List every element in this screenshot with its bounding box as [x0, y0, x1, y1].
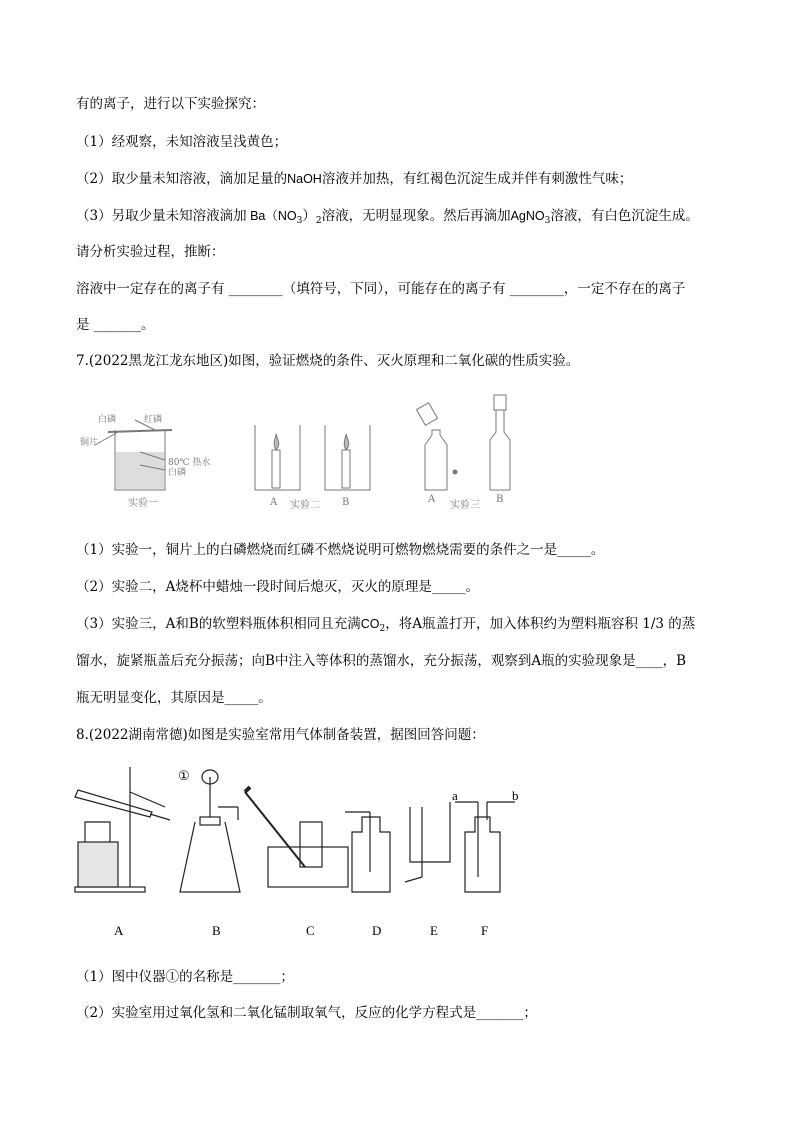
text-line-5: 请分析实验过程，推断： [76, 244, 225, 260]
dot [453, 470, 457, 474]
flame-a [274, 434, 279, 450]
text-line-3 [76, 170, 632, 188]
figure-apparatus [70, 762, 540, 912]
question-7-heading: 7.(2022黑龙江龙东地区)如图，验证燃烧的条件、灭火原理和二氧化碳的性质实验。 [76, 353, 580, 369]
text-line-10: （2）实验二，A烧杯中蜡烛一段时间后熄灭，灭火的原理是_____。 [76, 579, 480, 595]
formula-co2: CO [360, 617, 380, 631]
text-seg: ） [302, 208, 316, 224]
candle-b [342, 450, 350, 488]
conical-flask [180, 822, 240, 892]
syringe [494, 395, 506, 410]
label-copper: 铜片 [80, 438, 99, 448]
label-apparatus-e: E [430, 923, 438, 938]
caption-exp3: 实验三 [450, 500, 480, 511]
label-white-p2: 白磷 [168, 468, 187, 478]
label-hot-water: 80℃ 热水 [168, 458, 211, 468]
label-port-b: b [512, 788, 519, 803]
label-apparatus-b: B [212, 923, 221, 938]
subscript: 2 [379, 624, 386, 634]
text-line-9: （1）实验一，铜片上的白磷燃烧而红磷不燃烧说明可燃物燃烧需要的条件之一是_____。 [76, 542, 605, 558]
formula-naoh: NaOH [287, 172, 322, 186]
formula-agno3: AgNO [510, 209, 545, 223]
text-line-15: （1）图中仪器①的名称是_______； [76, 969, 294, 985]
delivery-tube [245, 792, 305, 867]
beaker-2b [325, 425, 370, 490]
wooden-block [78, 842, 118, 887]
formula-ba: Ba（NO [246, 209, 297, 223]
label-exp2-a: A [270, 497, 278, 508]
text-line-11 [76, 615, 695, 638]
flame-b [344, 434, 349, 450]
text-line-16: （2）实验室用过氧化氢和二氧化锰制取氧气，反应的化学方程式是_______； [76, 1005, 537, 1021]
text-line-7: 是 _______。 [76, 317, 155, 333]
stand-base [75, 887, 145, 892]
text-seg: 溶液，无明显现象。然后再滴加 [321, 208, 511, 224]
text-seg: 溶液并加热，有红褐色沉淀生成并伴有刺激性气味； [321, 171, 633, 187]
caption-exp2: 实验二 [290, 500, 320, 511]
caption-exp1: 实验一 [128, 498, 158, 509]
subscript: 2 [315, 216, 322, 226]
gas-jar-c [300, 822, 322, 867]
bottle-b [490, 410, 510, 490]
text-seg: ，将A瓶盖打开，加入体积约为塑料瓶容积 1/3 的蒸 [385, 616, 696, 632]
candle-a [272, 450, 280, 488]
label-exp3-a: A [428, 494, 436, 505]
subscript: 3 [296, 216, 303, 226]
label-red-p: 红磷 [144, 415, 163, 425]
question-8-heading: 8.(2022湖南常德)如图是实验室常用气体制备装置，据图回答问题： [76, 727, 485, 743]
label-apparatus-c: C [306, 923, 315, 938]
label-exp2-b: B [342, 497, 350, 508]
text-seg: （2）取少量未知溶液，滴加足量的 [76, 171, 288, 187]
text-line-4 [76, 207, 699, 230]
label-white-p: 白磷 [98, 415, 117, 425]
test-tube [75, 790, 152, 817]
label-instrument-1: ① [178, 769, 190, 784]
label-apparatus-f: F [481, 923, 489, 938]
text-line-12: 馏水，旋紧瓶盖后充分振荡；向B中注入等体积的蒸馏水，充分振荡，观察到A瓶的实验现象是____，B [76, 653, 687, 669]
subscript: 3 [544, 216, 551, 226]
text-seg: 溶液，有白色沉淀生成。 [550, 208, 699, 224]
bottle-d [352, 817, 390, 892]
label-apparatus-d: D [372, 923, 382, 938]
stopper-b [200, 817, 220, 825]
alcohol-lamp [85, 822, 110, 842]
label-exp3-b: B [496, 494, 504, 505]
figure-experiments [80, 390, 540, 515]
text-line-6: 溶液中一定存在的离子有 ________（填符号，下同），可能存在的离子有 ________，一定不存在的离子 [76, 281, 686, 297]
text-seg: （3）另取少量未知溶液滴加 [76, 208, 247, 224]
label-port-a: a [452, 788, 458, 803]
pouring-beaker [416, 403, 437, 426]
bottle-a [425, 430, 447, 490]
text-line-13: 瓶无明显变化，其原因是_____。 [76, 690, 272, 706]
text-seg: （3）实验三，A和B的软塑料瓶体积相同且充满 [76, 616, 361, 632]
bottle-f [465, 817, 500, 892]
label-apparatus-a: A [114, 923, 124, 938]
text-line-1: 有的离子，进行以下实验探究： [76, 96, 265, 112]
beaker-2a [255, 425, 300, 490]
bottle-e [410, 802, 450, 862]
text-line-2: （1）经观察，未知溶液呈浅黄色； [76, 134, 288, 150]
